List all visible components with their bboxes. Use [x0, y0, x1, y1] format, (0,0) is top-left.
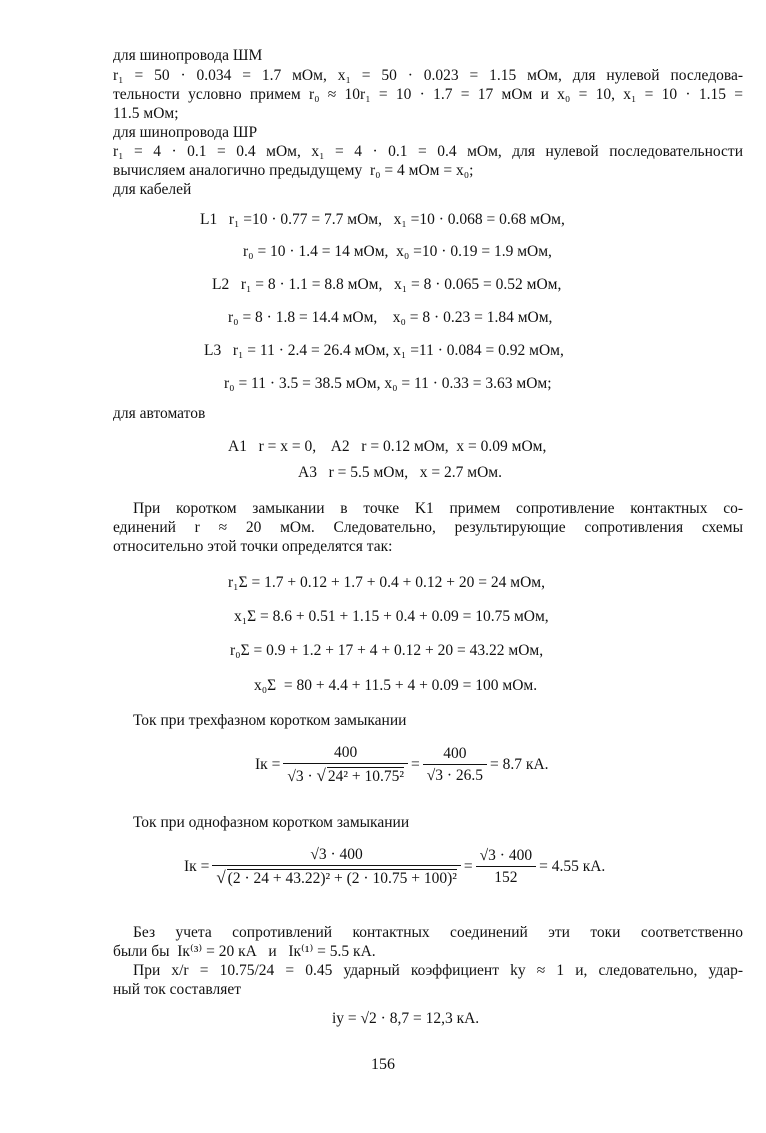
equals-sign: =: [411, 756, 420, 773]
radical-sign: √: [216, 868, 226, 887]
text-line: для автоматов: [113, 405, 206, 422]
paragraph-line: Ток при трехфазном коротком замыкании: [133, 712, 407, 729]
radical-sign: √: [316, 766, 326, 785]
text-line: для шинопровода ШР: [113, 124, 258, 141]
paragraph-line: единений r ≈ 20 мОм. Следовательно, результирующие сопротивления схемы: [113, 519, 743, 536]
numerator: √3 · 400: [310, 846, 363, 863]
text-line: r₁ = 50 · 0.034 = 1.7 мОм, x₁ = 50 · 0.023 = 1.15 мОм, для нулевой последова-: [113, 67, 743, 84]
fraction: [212, 846, 461, 888]
formula-single-phase: [184, 846, 605, 888]
formula-line: A1 r = x = 0, A2 r = 0.12 мОм, x = 0.09 мОм,: [228, 438, 547, 455]
text-line: для шинопровода ШМ: [113, 47, 263, 64]
formula-line: L2 r₁ = 8 · 1.1 = 8.8 мОм, x₁ = 8 · 0.065 = 0.52 мОм,: [212, 276, 562, 293]
fraction: [476, 847, 536, 887]
paragraph-line: ный ток составляет: [113, 981, 241, 998]
radicand: 24² + 10.75²: [327, 768, 404, 785]
paragraph-line: были бы Iк⁽³⁾ = 20 кА и Iк⁽¹⁾ = 5.5 кА.: [113, 943, 376, 960]
formula-line: r₀Σ = 0.9 + 1.2 + 17 + 4 + 0.12 + 20 = 43.22 мОм,: [230, 642, 544, 659]
formula-line: x₀Σ = 80 + 4.4 + 11.5 + 4 + 0.09 = 100 мОм.: [254, 677, 538, 694]
paragraph-line: При коротком замыкании в точке K1 примем сопротивление контактных со-: [133, 500, 743, 517]
numerator: √3 · 400: [479, 847, 533, 864]
formula-lhs: Iк =: [184, 858, 210, 875]
formula-result: = 8.7 кА.: [490, 756, 549, 773]
formula-line: iу = √2 · 8,7 = 12,3 кА.: [332, 1010, 480, 1027]
text-line: вычисляем аналогично предыдущему r₀ = 4 мОм = x₀;: [113, 162, 474, 179]
denominator: [212, 866, 461, 888]
formula-line: L3 r₁ = 11 · 2.4 = 26.4 мОм, x₁ =11 · 0.084 = 0.92 мОм,: [204, 342, 564, 359]
denominator: 152: [494, 869, 518, 886]
paragraph-line: Ток при однофазном коротком замыкании: [133, 814, 410, 831]
text-line: r₁ = 4 · 0.1 = 0.4 мОм, x₁ = 4 · 0.1 = 0.4 мОм, для нулевой последовательности: [113, 143, 743, 160]
text-line: 11.5 мОм;: [113, 105, 179, 122]
paragraph-line: относительно этой точки определятся так:: [113, 538, 393, 555]
radicand: (2 · 24 + 43.22)² + (2 · 10.75 + 100)²: [227, 870, 457, 887]
denominator: √3 · 26.5: [426, 767, 484, 784]
fraction: [283, 744, 408, 786]
formula-lhs: Iк =: [255, 756, 281, 773]
denominator: [283, 764, 408, 786]
numerator: 400: [443, 745, 467, 762]
formula-line: x₁Σ = 8.6 + 0.51 + 1.15 + 0.4 + 0.09 = 10.75 мОм,: [234, 608, 549, 625]
formula-line: r₀ = 8 · 1.8 = 14.4 мОм, x₀ = 8 · 0.23 = 1.84 мОм,: [228, 309, 553, 326]
formula-three-phase: [255, 744, 549, 786]
formula-line: r₀ = 10 · 1.4 = 14 мОм, x₀ =10 · 0.19 = 1.9 мОм,: [243, 243, 552, 260]
equals-sign: =: [463, 858, 473, 875]
formula-line: L1 r₁ =10 · 0.77 = 7.7 мОм, x₁ =10 · 0.068 = 0.68 мОм,: [200, 211, 565, 228]
text-line: для кабелей: [113, 181, 192, 198]
paragraph-line: При x/r = 10.75/24 = 0.45 ударный коэффициент kу ≈ 1 и, следовательно, удар-: [133, 962, 743, 979]
fraction: [423, 745, 487, 785]
den-prefix: √3 ·: [287, 768, 317, 785]
page-number: 156: [371, 1056, 395, 1073]
formula-line: r₀ = 11 · 3.5 = 38.5 мОм, x₀ = 11 · 0.33 = 3.63 мОм;: [224, 375, 552, 392]
numerator: 400: [334, 744, 358, 761]
text-line: тельности условно примем r₀ ≈ 10r₁ = 10 · 1.7 = 17 мОм и x₀ = 10, x₁ = 10 · 1.15 =: [113, 86, 743, 103]
formula-line: A3 r = 5.5 мОм, x = 2.7 мОм.: [298, 464, 502, 481]
paragraph-line: Без учета сопротивлений контактных соединений эти токи соответственно: [133, 924, 743, 941]
formula-result: = 4.55 кА.: [539, 858, 606, 875]
formula-line: r₁Σ = 1.7 + 0.12 + 1.7 + 0.4 + 0.12 + 20 = 24 мОм,: [228, 574, 545, 591]
